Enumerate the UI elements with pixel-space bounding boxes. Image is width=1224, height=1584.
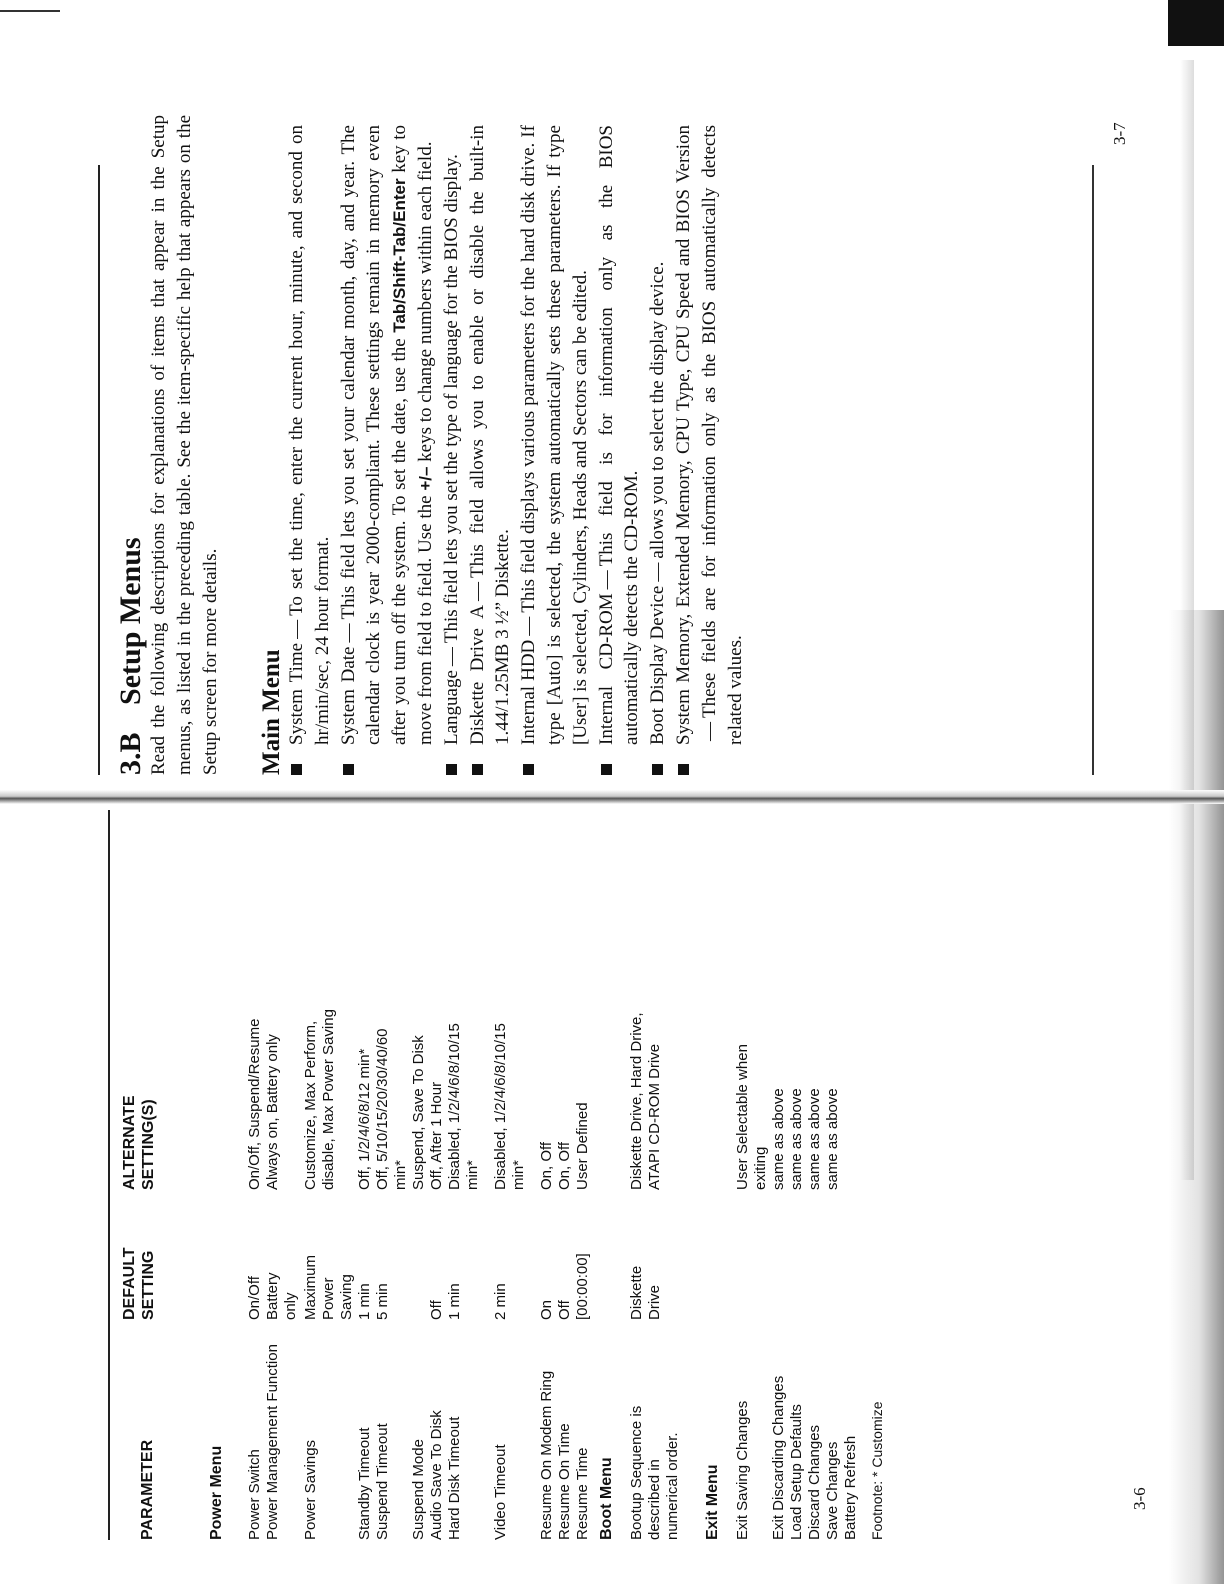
section-number: 3.B xyxy=(114,732,147,775)
bullet-icon xyxy=(472,764,483,775)
em-dash: — xyxy=(286,619,307,639)
list-item xyxy=(671,125,748,775)
parameter-cell: Standby Timeout xyxy=(356,1427,373,1540)
item-text: keys to change numbers within each field. xyxy=(414,141,436,462)
parameter-cell: Exit Discarding Changes xyxy=(770,1375,787,1540)
parameter-cell: Save Changes xyxy=(824,1441,841,1540)
parameter-cell: Audio Save To Disk xyxy=(428,1410,445,1540)
bullet-icon xyxy=(446,764,457,775)
list-item xyxy=(336,125,439,775)
page-number: 3-7 xyxy=(1110,122,1129,145)
parameter-cell: Resume On Modem Ring xyxy=(538,1370,555,1540)
em-dash: — xyxy=(466,582,488,602)
alternate-cell: Off, 5/10/15/20/30/40/60 min* xyxy=(374,1028,409,1190)
top-rule xyxy=(98,165,100,775)
item-name: System Time xyxy=(286,642,307,745)
item-name: System Date xyxy=(337,646,359,745)
parameter-cell: Video Timeout xyxy=(492,1444,509,1540)
list-item xyxy=(284,125,336,775)
alternate-cell: same as above xyxy=(806,1088,823,1190)
alternate-cell: Off, After 1 Hour xyxy=(428,1081,445,1190)
item-name: Language xyxy=(440,670,462,745)
list-item xyxy=(516,125,593,775)
alternate-cell: Disabled, 1/2/4/6/8/10/15 min* xyxy=(446,1023,481,1190)
bullet-icon xyxy=(523,764,534,775)
bullet-icon xyxy=(678,764,689,775)
parameter-cell: Power Management Function xyxy=(264,1344,281,1540)
em-dash: — xyxy=(647,562,669,582)
default-cell: Maximum Power Saving xyxy=(302,1254,355,1320)
bottom-rule xyxy=(1092,165,1094,775)
default-cell: Off xyxy=(428,1300,445,1320)
scanner-edge-strip xyxy=(1168,0,1224,46)
item-text: To set the time, enter the current hour, minute, and second on hr/min/sec, 24 hour format. xyxy=(286,125,333,745)
item-text: This field allows you to enable or disable the built-in 1.44/1.25MB 3 ½” Diskette. xyxy=(466,125,514,745)
item-name: Internal CD-ROM xyxy=(595,593,617,745)
parameter-cell: Resume On Time xyxy=(556,1423,573,1540)
parameter-cell: Power Savings xyxy=(302,1439,319,1540)
parameter-cell: Battery Refresh xyxy=(842,1435,859,1540)
alternate-cell: same as above xyxy=(770,1088,787,1190)
alternate-cell: Customize, Max Perform, disable, Max Power Saving xyxy=(302,1009,337,1190)
scan-edge xyxy=(0,0,1224,6)
bullet-icon xyxy=(652,764,663,775)
default-cell: Battery only xyxy=(264,1272,299,1320)
default-cell: Off xyxy=(556,1300,573,1320)
scan-corner-mark xyxy=(0,0,60,12)
parameter-cell: Power Switch xyxy=(246,1449,263,1540)
alternate-cell: Disabled, 1/2/4/6/8/10/15 min* xyxy=(492,1023,527,1190)
alternate-cell: User Selectable when exiting xyxy=(734,1044,769,1190)
section-exit-menu: Exit Menu xyxy=(704,1464,721,1540)
em-dash: — xyxy=(337,623,359,643)
bullet-icon xyxy=(601,764,612,775)
alternate-cell: User Defined xyxy=(574,1102,591,1190)
alternate-cell: Suspend, Save To Disk xyxy=(410,1035,427,1190)
alternate-cell: same as above xyxy=(824,1088,841,1190)
item-name: Internal HDD xyxy=(518,639,540,745)
alternate-cell: Always on, Battery only xyxy=(264,1034,281,1190)
intro-paragraph: Read the following descriptions for explanations of items that appear in the Setup menus, as listed in the preceding table. See the item-specific help that appears on the Setup screen for more details. xyxy=(148,115,221,775)
item-text: This field displays various parameters for the hard disk drive. If type [Auto] is selected, the system automatically sets these parameters. If type [User] is selected, Cylinders, Heads and Sectors can be edited. xyxy=(518,125,591,745)
parameter-cell: Exit Saving Changes xyxy=(734,1400,751,1540)
default-cell: On/Off xyxy=(246,1276,263,1320)
default-cell: [00:00:00] xyxy=(574,1253,591,1320)
em-dash: — xyxy=(698,722,720,741)
list-item xyxy=(645,125,671,775)
column-header-alternate: ALTERNATE SETTING(S) xyxy=(121,1095,157,1190)
alternate-cell: On, Off xyxy=(538,1141,555,1190)
em-dash: — xyxy=(518,616,540,636)
item-text: These fields are for information only as the BIOS automatically detects related values. xyxy=(698,125,746,745)
parameter-cell: Bootup Sequence is described in numerical order. xyxy=(628,1405,681,1540)
default-cell: 1 min xyxy=(356,1283,373,1320)
parameter-cell: Load Setup Defaults xyxy=(788,1404,805,1540)
page-number: 3-6 xyxy=(1130,1487,1149,1510)
column-header-parameter: PARAMETER xyxy=(139,1439,156,1540)
list-item xyxy=(465,125,517,775)
item-text: This field is for information only as the BIOS automatically detects the CD-ROM. xyxy=(595,125,643,745)
item-text: This field lets you set your calendar month, day, and year. The calendar clock is year 2000-compliant. These settings remain in memory even after you turn off the system. To set the date, use the xyxy=(337,125,411,745)
em-dash: — xyxy=(595,570,617,590)
parameter-cell: Suspend Mode xyxy=(410,1439,427,1540)
parameter-cell: Hard Disk Timeout xyxy=(446,1416,463,1540)
item-text: key to move from field to field. Use the xyxy=(389,124,436,745)
section-power-menu: Power Menu xyxy=(208,1445,225,1540)
item-text: This field lets you set the type of language for the BIOS display. xyxy=(440,154,462,644)
item-name: Boot Display Device xyxy=(647,585,669,745)
main-menu-heading: Main Menu xyxy=(258,649,285,775)
default-cell: 1 min xyxy=(446,1283,463,1320)
alternate-cell: Diskette Drive, Hard Drive, ATAPI CD-ROM Drive xyxy=(628,1012,663,1190)
key-name: +/– xyxy=(415,466,435,491)
bullet-icon xyxy=(343,764,354,775)
parameter-cell: Discard Changes xyxy=(806,1424,823,1540)
em-dash: — xyxy=(440,647,462,667)
section-heading xyxy=(114,537,148,775)
item-name: Diskette Drive A xyxy=(466,605,488,745)
default-cell: 2 min xyxy=(492,1283,509,1320)
item-name: System Memory, Extended Memory, CPU Type, CPU Speed and BIOS Version xyxy=(672,125,694,745)
column-header-default: DEFAULT SETTING xyxy=(121,1247,157,1320)
default-cell: Diskette Drive xyxy=(628,1265,663,1320)
section-title: Setup Menus xyxy=(114,537,147,705)
default-cell: 5 min xyxy=(374,1283,391,1320)
page-3-7 xyxy=(80,85,1160,785)
top-rule xyxy=(108,810,110,1540)
page-3-6 xyxy=(100,800,1149,1560)
item-text: allows you to select the display device. xyxy=(647,261,669,559)
bullet-icon xyxy=(291,764,302,775)
list-item xyxy=(439,125,465,775)
main-menu-list xyxy=(284,125,748,775)
parameter-cell: Suspend Timeout xyxy=(374,1423,391,1540)
alternate-cell: same as above xyxy=(788,1088,805,1190)
parameter-cell: Resume Time xyxy=(574,1447,591,1540)
key-name: Tab/Shift-Tab/Enter xyxy=(390,178,410,333)
alternate-cell: On/Off, Suspend/Resume xyxy=(246,1018,263,1190)
default-cell: On xyxy=(538,1299,555,1320)
footnote: Footnote: * Customize xyxy=(869,1401,885,1540)
list-item xyxy=(594,125,646,775)
section-boot-menu: Boot Menu xyxy=(598,1457,615,1540)
alternate-cell: On, Off xyxy=(556,1141,573,1190)
alternate-cell: Off, 1/2/4/6/8/12 min* xyxy=(356,1048,373,1190)
book-binding-shadow xyxy=(1169,610,1224,1584)
